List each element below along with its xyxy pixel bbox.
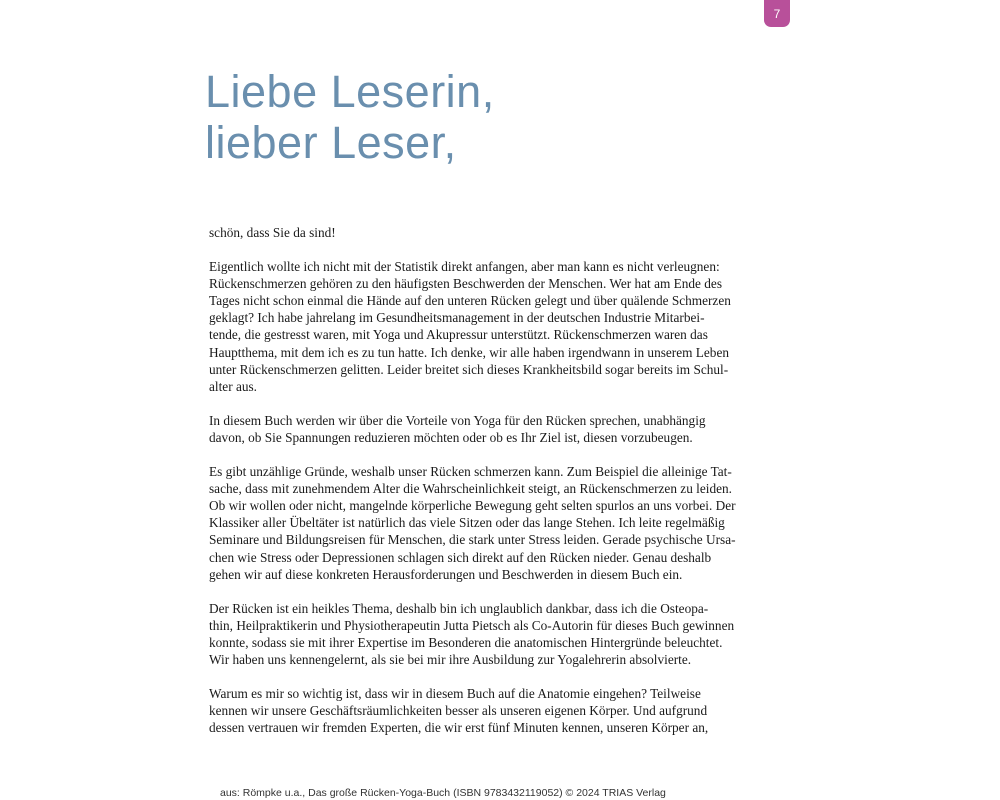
text-line: thin, Heilpraktikerin und Physiotherapeutin Jutta Pietsch als Co-Autorin für dieses Buch gewinnen xyxy=(209,617,735,633)
title-line-1: Liebe Leserin, xyxy=(205,66,495,117)
text-line: sache, dass mit zunehmendem Alter die Wahrscheinlichkeit steigt, an Rückenschmerzen zu leiden. xyxy=(209,481,732,497)
text-line: davon, ob Sie Spannungen reduzieren möchten oder ob es Ihr Ziel ist, diesen vorzubeugen. xyxy=(209,429,693,445)
text-line: alter aus. xyxy=(209,378,257,394)
text-line: Seminare und Bildungsreisen für Menschen, die stark unter Stress leiden. Gerade psychische Ursa- xyxy=(209,532,736,548)
page-number-badge xyxy=(764,0,790,27)
title-line-2: lieber Leser, xyxy=(205,117,457,168)
text-line: kennen wir unsere Geschäftsräumlichkeiten besser als unseren eigenen Körper. Und aufgrund xyxy=(209,703,708,719)
text-line: konnte, sodass sie mit ihrer Expertise im Besonderen die anatomischen Hintergründe beleuchtet. xyxy=(209,634,723,650)
text-line: Der Rücken ist ein heikles Thema, deshalb bin ich unglaublich dankbar, dass ich die Osteopa- xyxy=(209,600,709,616)
text-line: Hauptthema, mit dem ich es zu tun hatte. Ich denke, wir alle haben irgendwann in unserem Leben xyxy=(209,344,730,360)
text-line: Eigentlich wollte ich nicht mit der Statistik direkt anfangen, aber man kann es nicht verleugnen: xyxy=(209,259,720,275)
paragraph xyxy=(209,600,754,668)
text-line: Rückenschmerzen gehören zu den häufigsten Beschwerden der Menschen. Wer hat am Ende des xyxy=(209,276,723,292)
text-line: Warum es mir so wichtig ist, dass wir in diesem Buch auf die Anatomie eingehen? Teilweise xyxy=(209,686,701,702)
text-line: geklagt? Ich habe jahrelang im Gesundheitsmanagement in der deutschen Industrie Mitarbei- xyxy=(209,310,705,326)
text-line: chen wie Stress oder Depressionen schlagen sich direkt auf den Rücken nieder. Genau deshalb xyxy=(209,549,712,565)
text-line: In diesem Buch werden wir über die Vorteile von Yoga für den Rücken sprechen, unabhängig xyxy=(209,412,706,428)
text-line: Wir haben uns kennengelernt, als sie bei mir ihre Ausbildung zur Yogalehrerin absolvierte. xyxy=(209,651,692,667)
text-line: Klassiker aller Übeltäter ist natürlich das viele Sitzen oder das lange Stehen. Ich leite regelmäßig xyxy=(209,515,725,531)
paragraph xyxy=(209,412,754,446)
paragraph xyxy=(209,685,754,736)
text-line: gehen wir auf diese konkreten Herausforderungen und Beschwerden in diesem Buch ein. xyxy=(209,566,683,582)
text-line: Ob wir wollen oder nicht, mangelnde körperliche Bewegung geht selten spurlos an uns vorbei. Der xyxy=(209,498,736,514)
page-number: 7 xyxy=(773,6,781,21)
text-line: unter Rückenschmerzen gelitten. Leider breitet sich dieses Krankheitsbild sogar bereits im Schul- xyxy=(209,361,729,377)
paragraph xyxy=(209,224,754,241)
page-title xyxy=(205,66,495,168)
text-line: Tages nicht schon einmal die Hände auf den unteren Rücken gelegt und über quälende Schmerzen xyxy=(209,293,731,309)
body-text xyxy=(209,224,754,753)
text-line: schön, dass Sie da sind! xyxy=(209,225,336,240)
text-line: dessen vertrauen wir fremden Experten, die wir erst fünf Minuten kennen, unseren Körper an, xyxy=(209,720,709,736)
text-line: tende, die gestresst waren, mit Yoga und Akupressur unterstützt. Rückenschmerzen waren das xyxy=(209,327,708,343)
footer-citation: aus: Römpke u.a., Das große Rücken-Yoga-Buch (ISBN 9783432119052) © 2024 TRIAS Verlag xyxy=(220,787,666,799)
text-line: Es gibt unzählige Gründe, weshalb unser Rücken schmerzen kann. Zum Beispiel die alleinige Tat- xyxy=(209,464,732,480)
paragraph xyxy=(209,258,754,395)
paragraph xyxy=(209,463,754,583)
